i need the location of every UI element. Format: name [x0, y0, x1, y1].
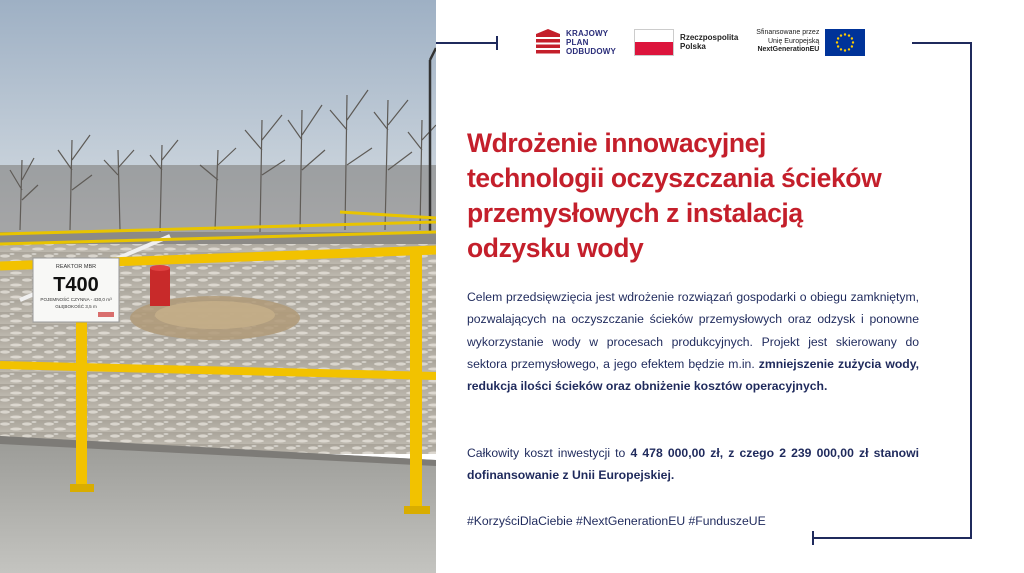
- wastewater-plant-photo: [0, 0, 436, 573]
- eu-line-1: Sfinansowane przez: [756, 29, 820, 37]
- description-highlight: zmniejszenie zużycia wody, redukcja ilości ścieków oraz obniżenie kosztów operacyjnych.: [467, 356, 919, 394]
- sign-capacity: POJEMNOŚĆ CZYNNA - 430,0 m³: [40, 297, 112, 302]
- funding-logos: [536, 24, 865, 60]
- sign-code: T400: [53, 274, 99, 296]
- red-pipe: [150, 268, 170, 306]
- title-line-3: przemysłowych z instalacją: [467, 198, 803, 228]
- reactor-sign: [33, 258, 119, 322]
- frame-top-right: [912, 42, 972, 44]
- page-title: [467, 126, 937, 266]
- rp-line-2: Polska: [680, 42, 706, 51]
- sign-label: REAKTOR MBR: [55, 264, 97, 270]
- project-description: [467, 286, 919, 397]
- rp-line-1: Rzeczpospolita: [680, 33, 739, 42]
- frame-top-left: [436, 42, 498, 44]
- cost-highlight: 4 478 000,00 zł, z czego 2 239 000,00 zł stanowi dofinansowanie z Unii Europejskiej.: [467, 446, 919, 483]
- eu-logo: [756, 29, 865, 56]
- sign-depth: GŁĘBOKOŚĆ 3,5 m: [55, 304, 97, 309]
- eu-line-2: Unię Europejską: [767, 37, 820, 45]
- title-line-4: odzysku wody: [467, 233, 644, 263]
- kpo-line-1: KRAJOWY: [566, 28, 609, 38]
- eu-line-3: NextGenerationEU: [757, 46, 820, 54]
- frame-bottom-tick: [812, 531, 814, 545]
- description-text: Celem przedsięwzięcia jest wdrożenie rozwiązań gospodarki o obiegu zamkniętym, pozwalających na oczyszczanie ścieków przemysłowych oraz odzysk i ponowne wykorzystanie wody w procesach produkcyjnych. Projekt jest skierowany do sektora przemysłowego, a jego efektem będzie m.in.: [467, 290, 919, 371]
- frame-right: [970, 42, 972, 539]
- title-line-1: Wdrożenie innowacyjnej: [467, 128, 766, 158]
- kpo-building-icon: [536, 29, 560, 55]
- kpo-line-3: ODBUDOWY: [566, 46, 617, 56]
- kpo-logo: [536, 29, 616, 56]
- frame-bottom-right: [812, 537, 972, 539]
- rp-logo: [634, 29, 738, 56]
- investment-cost: [467, 442, 919, 487]
- cost-text: Całkowity koszt inwestycji to: [467, 446, 631, 460]
- kpo-line-2: PLAN: [566, 37, 589, 47]
- frame-top-left-tick: [496, 36, 498, 50]
- hashtags: #KorzyściDlaCiebie #NextGenerationEU #FunduszeUE: [467, 514, 766, 528]
- poland-flag-icon: [634, 29, 674, 56]
- eu-flag-icon: [825, 29, 865, 56]
- title-line-2: technologii oczyszczania ścieków: [467, 163, 882, 193]
